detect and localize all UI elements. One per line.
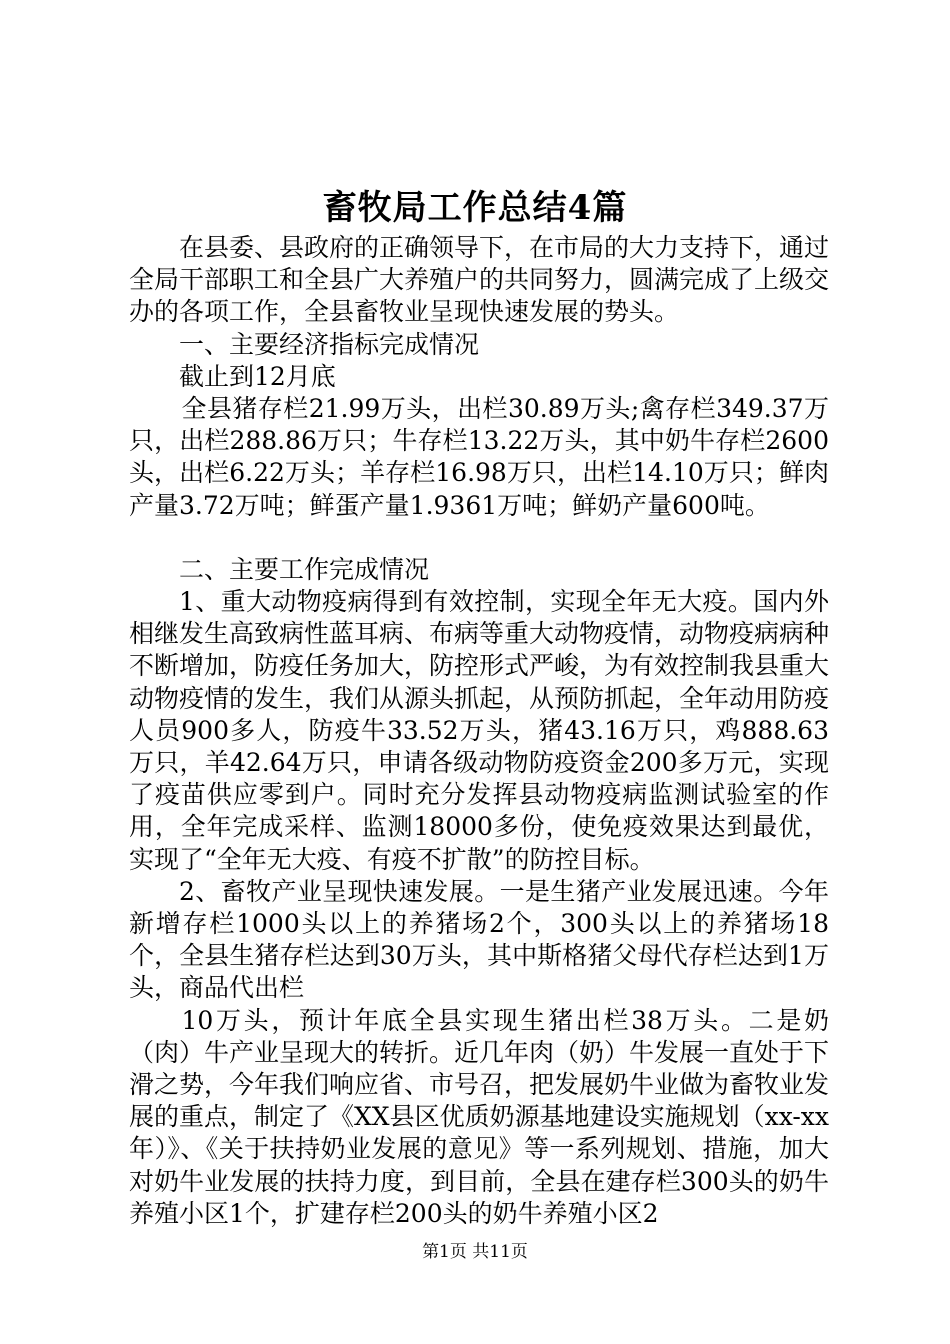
blank-line (129, 522, 829, 554)
document-body (129, 232, 829, 1230)
page-footer: 第1页 共11页 (422, 1242, 528, 1262)
cattle-industry-paragraph: 10万头，预计年底全县实现生猪出栏38万头。二是奶（肉）牛产业呈现大的转折。近几年肉（奶）牛发展一直处于下滑之势，今年我们响应省、市号召，把发展奶牛业做为畜牧业发展的重点，制定了《XX县区优质奶源基地建设实施规划（xx-xx年）》、《关于扶持奶业发展的意见》等一系列规划、措施，加大对奶牛业发展的扶持力度，到目前，全县在建存栏300头的奶牛养殖小区1个，扩建存栏200头的奶牛养殖小区2 (129, 1005, 830, 1228)
disease-control-paragraph: 1、重大动物疫病得到有效控制，实现全年无大疫。国内外相继发生高致病性蓝耳病、布病等重大动物疫情，动物疫病病种不断增加，防疫任务加大，防控形式严峻，为有效控制我县重大动物疫情的发生，我们从源头抓起，从预防抓起，全年动用防疫人员900多人，防疫牛33.52万头，猪43.16万只，鸡888.63万只，羊42.64万只，申请各级动物防疫资金200多万元，实现了疫苗供应零到户。同时充分发挥县动物疫病监测试验室的作用，全年完成采样、监测18000多份，使免疫效果达到最优，实现了“全年无大疫、有疫不扩散”的防控目标。 (129, 587, 830, 874)
section-heading-work-completion: 二、主要工作完成情况 (179, 554, 430, 584)
date-line: 截止到12月底 (179, 361, 336, 391)
industry-development-paragraph: 2、畜牧产业呈现快速发展。一是生猪产业发展迅速。今年新增存栏1000头以上的养猪场2个，300头以上的养猪场18个，全县生猪存栏达到30万头，其中斯格猪父母代存栏达到1万头，商品代出栏 (129, 876, 829, 1003)
document-title: 畜牧局工作总结4篇 (322, 188, 628, 228)
statistics-paragraph: 全县猪存栏21.99万头，出栏30.89万头;禽存栏349.37万只，出栏288.86万只；牛存栏13.22万头，其中奶牛存栏2600头，出栏6.22万头；羊存栏16.98万只，出栏14.10万只；鲜肉产量3.72万吨；鲜蛋产量1.9361万吨；鲜奶产量600吨。 (129, 394, 829, 520)
intro-paragraph: 在县委、县政府的正确领导下，在市局的大力支持下，通过全局干部职工和全县广大养殖户的共同努力，圆满完成了上级交办的各项工作，全县畜牧业呈现快速发展的势头。 (129, 233, 830, 327)
section-heading-economic-indicators: 一、主要经济指标完成情况 (179, 329, 480, 359)
